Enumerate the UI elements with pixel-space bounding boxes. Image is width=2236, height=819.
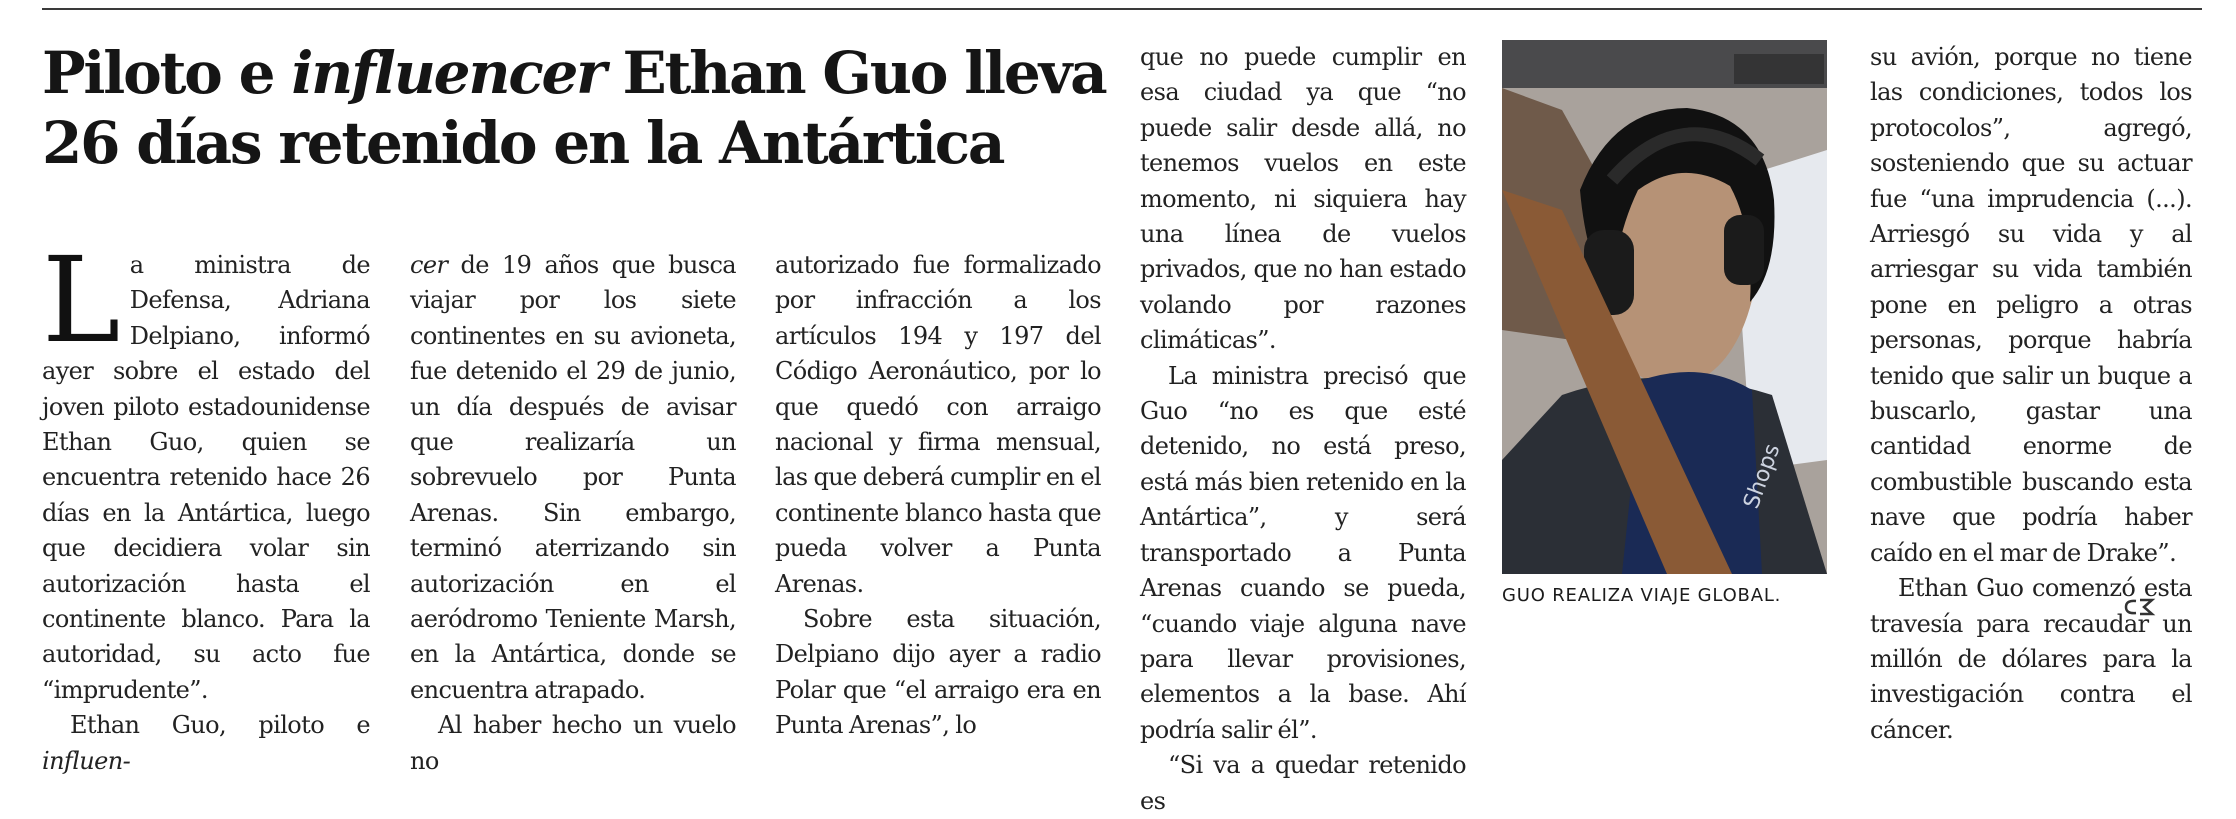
paragraph-text: Al haber hecho un vuelo no bbox=[410, 711, 736, 775]
paragraph-emphasis: cer bbox=[410, 251, 448, 279]
article-column-2 bbox=[410, 248, 736, 779]
paragraph-text: Ethan Guo, piloto e bbox=[70, 711, 370, 740]
headset-label: Shops bbox=[1739, 440, 1786, 513]
paragraph-text: Ethan Guo comenzó esta travesía para recaudar un millón de dólares para la investigación contra el cáncer. bbox=[1870, 574, 2192, 744]
article-column-5 bbox=[1870, 40, 2192, 748]
paragraph-text: a ministra de Defensa, Adriana Delpiano, informó ayer sobre el estado del joven piloto estadounidense Ethan Guo, quien se encuentra retenido hace 26 días en la Antártica, luego que decidiera volar sin autorización hasta el continente blanco. Para la autoridad, su acto fue “imprudente”. bbox=[42, 251, 370, 704]
paragraph-text: La ministra precisó que Guo “no es que esté detenido, no está preso, está más bien retenido en la Antártica”, y será transportado a Punta Arenas cuando se pueda, “cuando viaje alguna nave para llevar provisiones, elementos a la base. Ahí podría salir él”. bbox=[1140, 361, 1466, 744]
headline-part-2: Ethan Guo lleva 26 días retenido en la Antártica bbox=[42, 39, 1106, 177]
pilot-photo-illustration bbox=[1502, 40, 1827, 574]
paragraph-text: Sobre esta situación, Delpiano dijo ayer a radio Polar que “el arraigo era en Punta Arenas”, lo bbox=[775, 605, 1101, 740]
paragraph bbox=[410, 248, 736, 708]
paragraph bbox=[42, 708, 370, 779]
paragraph bbox=[1140, 359, 1466, 748]
paragraph-text: de 19 años que busca viajar por los siete continentes en su avioneta, fue detenido el 29 de junio, un día después de avisar que realizaría un sobrevuelo por Punta Arenas. Sin embargo, terminó aterrizando sin autorización en el aeródromo Teniente Marsh, en la Antártica, donde se encuentra atrapado. bbox=[410, 251, 736, 704]
paragraph bbox=[775, 602, 1101, 744]
photo-caption: GUO REALIZA VIAJE GLOBAL. bbox=[1502, 585, 1782, 606]
paragraph bbox=[410, 708, 736, 779]
article-column-3 bbox=[775, 248, 1101, 744]
paragraph-text: autorizado fue formalizado por infracción a los artículos 194 y 197 del Código Aeronáutico, por lo que quedó con arraigo nacional y firma mensual, las que deberá cumplir en el continente blanco hasta que pueda volver a Punta Arenas. bbox=[775, 251, 1101, 598]
paragraph-text: que no puede cumplir en esa ciudad ya que “no puede salir desde allá, no tenemos vuelos en este momento, ni siquiera hay una línea de vuelos privados, que no han estado volando por razones climáticas”. bbox=[1140, 43, 1466, 355]
headline-emphasis: influencer bbox=[291, 39, 605, 107]
paragraph-emphasis: influen- bbox=[42, 746, 131, 775]
article-column-1 bbox=[42, 231, 370, 779]
paragraph bbox=[1140, 748, 1466, 819]
article-column-4 bbox=[1140, 40, 1466, 819]
headline-part-1: Piloto e bbox=[42, 39, 292, 107]
pilot-photo bbox=[1502, 40, 1827, 574]
paragraph bbox=[775, 248, 1101, 602]
paragraph bbox=[42, 231, 370, 708]
headline bbox=[42, 38, 1132, 178]
paragraph bbox=[1870, 40, 2192, 571]
top-rule bbox=[42, 8, 2202, 10]
paragraph bbox=[1140, 40, 1466, 359]
paragraph-text: “Si va a quedar retenido es bbox=[1140, 751, 1466, 815]
end-mark-icon bbox=[2122, 596, 2156, 618]
paragraph-text: su avión, porque no tiene las condiciones, todos los protocolos”, agregó, sosteniendo que su actuar fue “una imprudencia (...). Arriesgó su vida y al arriesgar su vida también pone en peligro a otras personas, porque habría tenido que salir un buque a buscarlo, gastar una cantidad enorme de combustible buscando esta nave que podría haber caído en el mar de Drake”. bbox=[1870, 43, 2192, 567]
drop-cap: L bbox=[42, 231, 120, 369]
